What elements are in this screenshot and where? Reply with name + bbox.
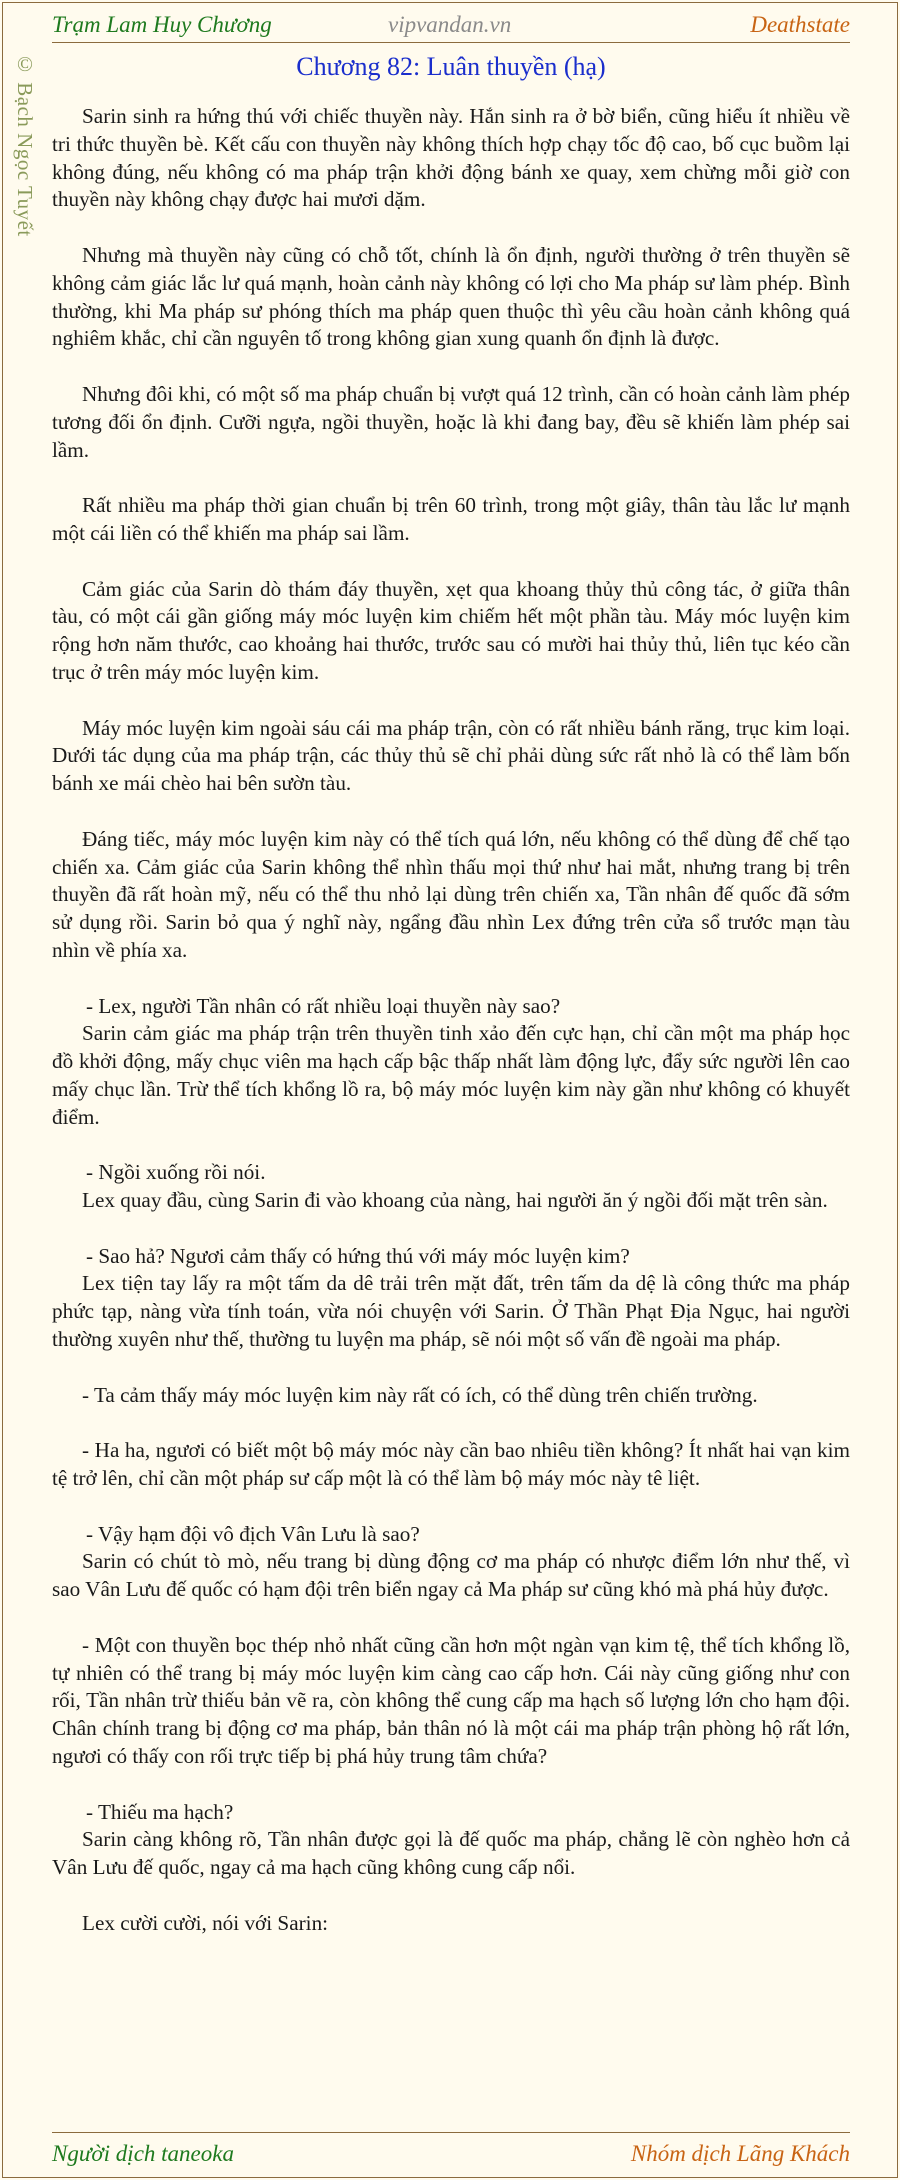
narration: Sarin có chút tò mò, nếu trang bị dùng động cơ ma pháp có nhược điểm lớn như thế, vì sao Vân Lưu đế quốc có hạm đội trên biển ngay cả Ma pháp sư cũng khó mà phá hủy được. [52,1549,850,1602]
dialogue-line: - Sao hả? Ngươi cảm thấy có hứng thú với máy móc luyện kim? [86,1243,630,1268]
page-footer [52,2132,850,2173]
footer-group: Nhóm dịch Lãng Khách [630,2141,850,2166]
dialogue-line: - Ngồi xuống rồi nói. [86,1160,266,1185]
paragraph: Nhưng mà thuyền này cũng có chỗ tốt, chính là ổn định, người thường ở trên thuyền sẽ không cảm giác lắc lư quá mạnh, hoàn cảnh này không có lợi cho Ma pháp sư làm phép. Bình thường, khi Ma pháp sư phóng thích ma pháp quen thuộc thì yêu cầu hoàn cảnh không quá nghiêm khắc, chỉ cần nguyên tố trong không gian xung quanh ổn định là được. [52,242,850,351]
narration: Lex tiện tay lấy ra một tấm da dê trải trên mặt đất, trên tấm da dệ là công thức ma pháp phức tạp, nàng vừa tính toán, vừa nói chuyện với Sarin. Ở Thần Phạt Địa Ngục, hai người thường xuyên như thế, thường tu luyện ma pháp, sẽ nói một số vấn đề ngoài ma pháp. [52,1271,850,1352]
header-site-name: Trạm Lam Huy Chương [52,12,272,37]
narration: Lex quay đầu, cùng Sarin đi vào khoang của nàng, hai người ăn ý ngồi đối mặt trên sàn. [82,1188,828,1213]
paragraph: Sarin sinh ra hứng thú với chiếc thuyền này. Hắn sinh ra ở bờ biển, cũng hiểu ít nhiều về tri thức thuyền bè. Kết cấu con thuyền này không thích hợp chạy tốc độ cao, bố cục buồm lại không đúng, nếu không có ma pháp trận khởi động bánh xe quay, xem chừng mỗi giờ con thuyền này không chạy được hai mươi dặm. [52,104,850,212]
closing-line: Lex cười cười, nói với Sarin: [82,1910,329,1935]
paragraph: Rất nhiều ma pháp thời gian chuẩn bị trên 60 trình, trong một giây, thân tàu lắc lư mạnh một cái liền có thể khiến ma pháp sai lầm. [52,493,850,545]
narration: Sarin cảm giác ma pháp trận trên thuyền tinh xảo đến cực hạn, chỉ cần một ma pháp học đồ khởi động, mấy chục viên ma hạch cấp bậc thấp nhất làm động lực, đẩy sức người lên cao mấy chục lần. Trừ thể tích khổng lồ ra, bộ máy móc luyện kim này gần như không có khuyết điểm. [52,1021,850,1129]
narration: Sarin càng không rõ, Tần nhân được gọi là đế quốc ma pháp, chẳng lẽ còn nghèo hơn cả Vân Lưu đế quốc, ngay cả ma hạch cũng không cung cấp nổi. [52,1827,850,1880]
footer-translator: Người dịch taneoka [52,2141,234,2166]
dialogue-line: - Vậy hạm đội vô địch Vân Lưu là sao? [86,1521,420,1546]
chapter-body [52,103,850,1965]
paragraph: Máy móc luyện kim ngoài sáu cái ma pháp trận, còn có rất nhiều bánh răng, trục kim loại. Dưới tác dụng của ma pháp trận, các thủy thủ sẽ chỉ phải dùng sức rất nhỏ là có thể làm bốn bánh xe mái chèo hai bên sườn tàu. [52,715,850,796]
page-header [52,6,850,43]
paragraph: Đáng tiếc, máy móc luyện kim này có thể tích quá lớn, nếu không có thể dùng để chế tạo chiến xa. Cảm giác của Sarin không thể nhìn thấu mọi thứ như hai mắt, nhưng trang bị trên thuyền đã rất hoàn mỹ, nếu có thể thu nhỏ lại dùng trên chiến xa, Tần nhân đế quốc đã sớm sử dụng rồi. Sarin bỏ qua ý nghĩ này, ngẩng đầu nhìn Lex đứng trên cửa sổ trước mạn tàu nhìn về phía xa. [52,826,850,962]
dialogue-line: - Thiếu ma hạch? [86,1799,234,1824]
paragraph: Cảm giác của Sarin dò thám đáy thuyền, xẹt qua khoang thủy thủ công tác, ở giữa thân tàu, có một cái gần giống máy móc luyện kim chiếm hết một phần tàu. Máy móc luyện kim rộng hơn năm thước, cao khoảng hai thước, trước sau có mười hai thủy thủ, liên tục kéo cần trục ở trên máy móc luyện kim. [52,576,850,684]
dialogue-line: - Một con thuyền bọc thép nhỏ nhất cũng cần hơn một ngàn vạn kim tệ, thể tích khổng lồ, tự nhiên có thể trang bị máy móc luyện kim càng cao cấp hơn. Cái này cũng giống như con rối, Tần nhân trừ thiếu bản vẽ ra, còn không thể cung cấp ma hạch số lượng lớn cho hạm đội. Chân chính trang bị động cơ ma pháp, bản thân nó là một cái ma pháp trận phòng hộ rất lớn, ngươi có thấy con rối trực tiếp bị phá hủy trung tâm chứa? [52,1632,850,1769]
chapter-title: Chương 82: Luân thuyền (hạ) [296,52,606,81]
header-author: Deathstate [750,12,850,37]
paragraph: Nhưng đôi khi, có một số ma pháp chuẩn bị vượt quá 12 trình, cần có hoàn cảnh làm phép tương đối ổn định. Cưỡi ngựa, ngồi thuyền, hoặc là khi đang bay, đều sẽ khiến làm phép sai lầm. [52,381,850,462]
dialogue-line: - Ha ha, ngươi có biết một bộ máy móc này cần bao nhiêu tiền không? Ít nhất hai vạn kim tệ trở lên, chỉ cần một pháp sư cấp một là có thể làm bộ máy móc này tê liệt. [52,1438,850,1491]
side-copyright: © Bạch Ngọc Tuyết [13,52,37,237]
dialogue-line: - Lex, người Tần nhân có rất nhiều loại thuyền này sao? [86,993,561,1018]
dialogue-line: - Ta cảm thấy máy móc luyện kim này rất có ích, có thể dùng trên chiến trường. [82,1382,758,1407]
header-website: vipvandan.vn [388,12,512,37]
